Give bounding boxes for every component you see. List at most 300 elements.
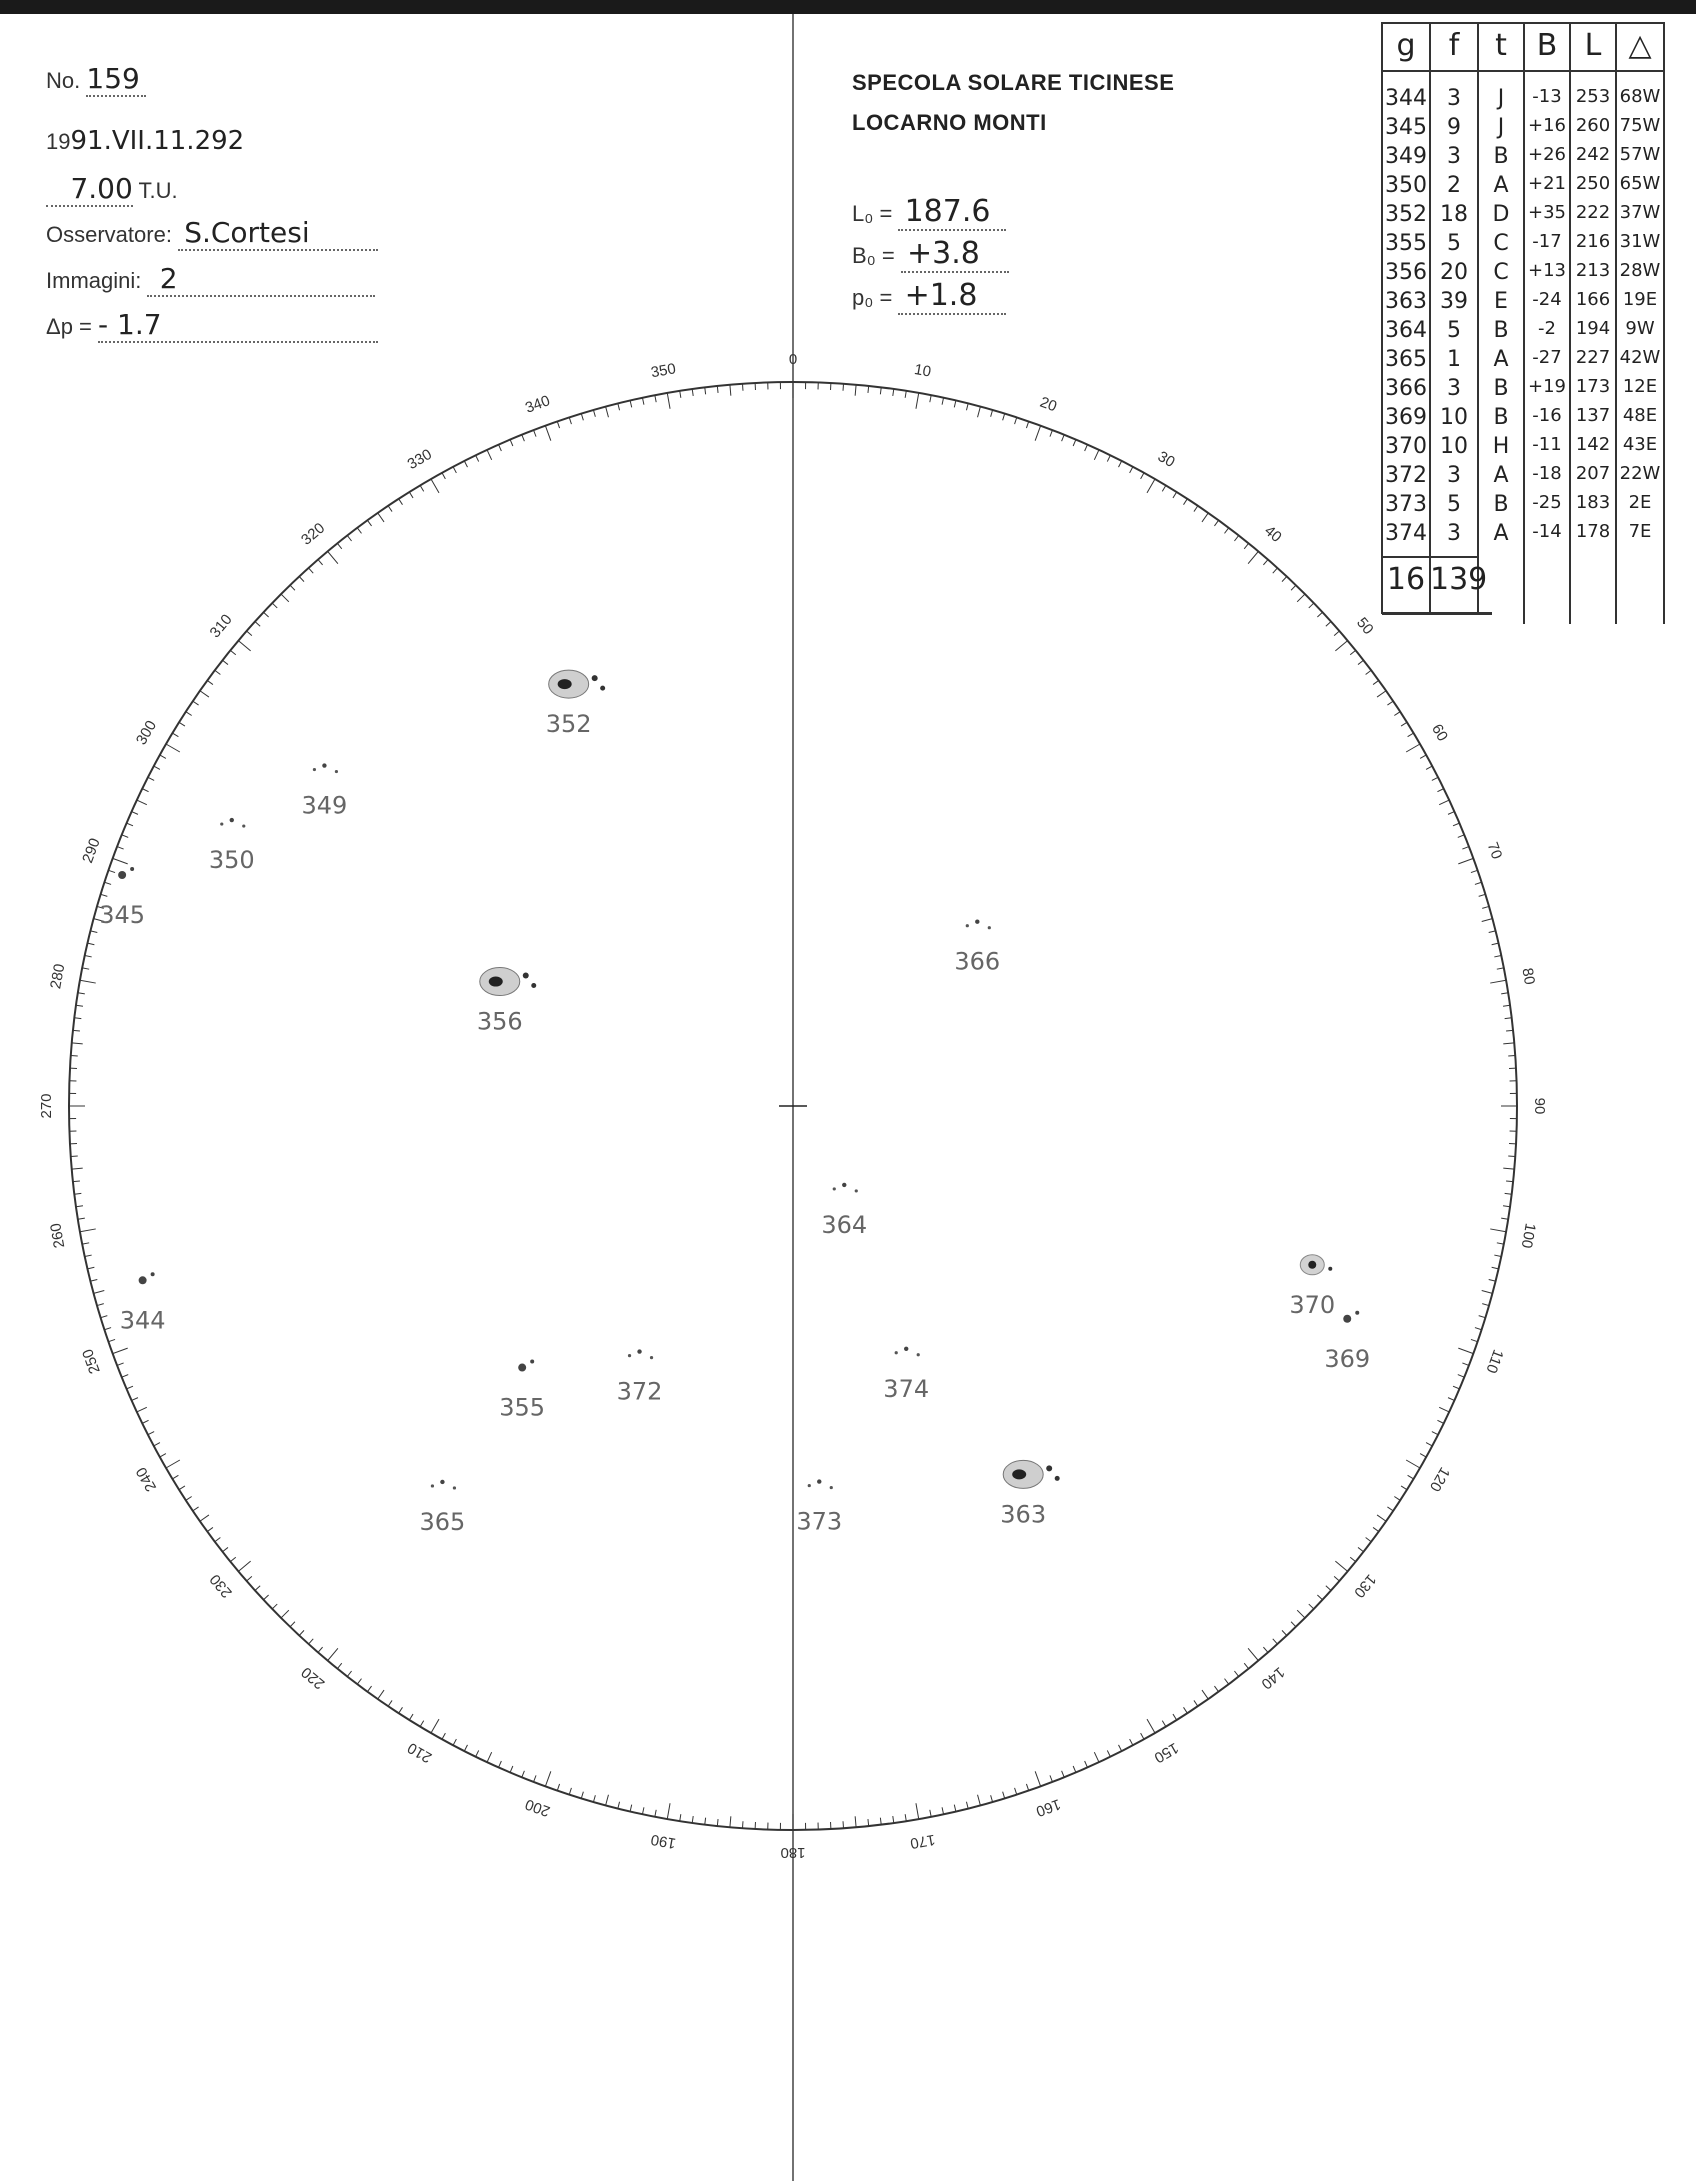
angle-label: 90 (1531, 1097, 1549, 1115)
limb-tick (1401, 722, 1407, 726)
table-cell: 213 (1575, 260, 1611, 281)
limb-tick (978, 1795, 981, 1806)
limb-tick (1479, 1316, 1486, 1318)
table-cell: 3 (1447, 86, 1461, 111)
limb-tick (476, 455, 479, 461)
limb-tick (1479, 894, 1486, 896)
limb-tick (247, 631, 252, 636)
limb-tick (420, 1721, 424, 1727)
limb-tick (1263, 560, 1268, 565)
limb-tick (172, 733, 178, 737)
angle-label: 270 (37, 1093, 55, 1119)
limb-tick (499, 445, 502, 451)
limb-tick (1291, 585, 1296, 590)
observer-label: Osservatore: (46, 222, 172, 247)
limb-tick (101, 894, 108, 896)
angle-label: 10 (912, 360, 933, 381)
table-row-line (1382, 70, 1664, 72)
angle-label: 50 (1353, 614, 1377, 638)
limb-tick (1420, 755, 1426, 758)
angle-label: 110 (1482, 1347, 1507, 1376)
limb-tick (117, 1363, 124, 1366)
sunspot-dot (637, 1349, 641, 1353)
limb-tick (137, 800, 147, 805)
table-cell: 222 (1575, 202, 1611, 223)
limb-tick (1492, 943, 1499, 945)
table-cell: 355 (1385, 231, 1427, 256)
limb-tick (281, 1610, 289, 1618)
table-cell: 39 (1440, 289, 1468, 314)
table-cell: 142 (1575, 434, 1611, 455)
limb-tick (263, 1595, 268, 1600)
table-cell: 250 (1575, 173, 1611, 194)
limb-tick (717, 1819, 718, 1826)
sunspot-dot (151, 1272, 155, 1276)
angle-label: 100 (1517, 1221, 1539, 1250)
limb-tick (534, 430, 537, 437)
limb-tick (1501, 993, 1508, 994)
limb-tick (328, 1648, 338, 1660)
limb-tick (642, 398, 643, 405)
table-cell: +26 (1528, 144, 1566, 165)
observer-name: S.Cortesi (184, 216, 310, 249)
limb-tick (1501, 1218, 1508, 1219)
limb-tick (1453, 823, 1459, 826)
limb-tick (1426, 766, 1432, 769)
limb-tick (1492, 1267, 1499, 1269)
limb-tick (193, 1507, 199, 1511)
limb-tick (1015, 1788, 1017, 1795)
limb-tick (618, 404, 620, 411)
table-header-cell: f (1448, 28, 1460, 63)
limb-tick (1094, 1752, 1099, 1762)
limb-tick (1035, 1771, 1040, 1786)
limb-tick (1062, 1771, 1065, 1777)
limb-tick (991, 1795, 993, 1802)
table-cell: 10 (1440, 405, 1468, 430)
limb-tick (1482, 919, 1493, 922)
limb-tick (78, 993, 85, 994)
observer-row (46, 216, 378, 251)
limb-tick (1050, 430, 1053, 437)
limb-tick (1334, 1576, 1339, 1581)
limb-tick (290, 585, 295, 590)
limb-tick (1282, 1630, 1287, 1635)
table-cell: 207 (1575, 463, 1611, 484)
sunspot-umbra (1012, 1469, 1026, 1479)
limb-tick (82, 1243, 89, 1244)
table-cell: B (1493, 405, 1509, 430)
angle-label: 70 (1483, 839, 1506, 862)
limb-tick (1073, 1766, 1076, 1772)
angle-label: 300 (132, 717, 161, 748)
angle-label: 170 (908, 1830, 937, 1852)
sunspot-dot (833, 1187, 836, 1190)
limb-tick (88, 1267, 95, 1269)
angle-label: 0 (788, 350, 798, 368)
sunspot-dot (130, 867, 134, 871)
limb-tick (222, 1547, 228, 1551)
limb-tick (101, 1316, 108, 1318)
limb-tick (337, 1663, 341, 1668)
limb-tick (1202, 1690, 1208, 1699)
limb-tick (581, 414, 583, 421)
limb-tick (1130, 467, 1133, 473)
angle-label: 130 (1350, 1570, 1380, 1601)
sunspot-dot (917, 1353, 920, 1356)
limb-tick (868, 386, 869, 393)
limb-tick (1297, 594, 1305, 602)
table-cell: B (1493, 492, 1509, 517)
limb-tick (1130, 1739, 1133, 1745)
limb-tick (1073, 440, 1076, 446)
b0-label: B₀ = (852, 243, 895, 268)
table-cell: 42W (1619, 347, 1661, 368)
limb-tick (309, 568, 314, 573)
p0-value: +1.8 (904, 278, 978, 313)
limb-tick (378, 513, 384, 522)
limb-tick (1107, 455, 1110, 461)
group-number-label: 356 (476, 1007, 523, 1036)
table-cell: 178 (1575, 521, 1611, 542)
totals-separator (1382, 556, 1478, 558)
table-cell: H (1492, 434, 1510, 459)
limb-tick (1401, 1486, 1407, 1490)
angle-label: 240 (132, 1464, 161, 1495)
angle-label: 200 (523, 1795, 553, 1820)
table-cell: 227 (1575, 347, 1611, 368)
limb-tick (1366, 670, 1372, 674)
angle-label: 290 (79, 836, 104, 866)
table-cell: A (1493, 347, 1509, 372)
sunspot-dot (1328, 1267, 1332, 1271)
table-cell: 5 (1447, 318, 1461, 343)
table-cell: 363 (1385, 289, 1427, 314)
limb-tick (328, 551, 338, 563)
table-cell: 22W (1619, 463, 1661, 484)
limb-tick (74, 1193, 81, 1194)
angle-label: 80 (1518, 966, 1539, 987)
limb-tick (1234, 535, 1238, 541)
limb-tick (76, 1206, 83, 1207)
limb-tick (1326, 622, 1331, 627)
limb-tick (464, 461, 467, 467)
group-number-label: 349 (301, 791, 348, 820)
table-cell: 372 (1385, 463, 1427, 488)
b0-row (852, 236, 1009, 273)
limb-tick (487, 1752, 492, 1762)
table-cell: 1 (1447, 347, 1461, 372)
limb-tick (1475, 882, 1482, 884)
table-total-cell: 139 (1430, 562, 1488, 597)
table-cell: 75W (1619, 115, 1661, 136)
limb-tick (104, 1328, 111, 1330)
angle-label: 280 (47, 962, 69, 991)
sunspot-dot (1343, 1315, 1351, 1323)
limb-tick (1309, 603, 1314, 608)
time-unit: T.U. (138, 178, 178, 203)
limb-tick (730, 1816, 731, 1827)
limb-tick (72, 1043, 83, 1044)
limb-tick (1147, 479, 1155, 493)
table-cell: J (1497, 86, 1505, 111)
limb-tick (290, 1622, 295, 1627)
angle-label: 40 (1261, 522, 1285, 546)
limb-tick (132, 1398, 138, 1401)
limb-tick (85, 1255, 92, 1256)
limb-tick (1248, 1648, 1258, 1660)
limb-tick (73, 1181, 80, 1182)
limb-tick (569, 1788, 571, 1795)
angle-label: 250 (79, 1346, 104, 1376)
limb-tick (1162, 1721, 1166, 1727)
table-cell: 5 (1447, 231, 1461, 256)
limb-tick (367, 1686, 371, 1692)
table-header-cell: △ (1628, 28, 1652, 63)
limb-tick (464, 1745, 467, 1751)
limb-tick (318, 1647, 323, 1652)
limb-tick (1448, 812, 1454, 815)
limb-tick (1184, 499, 1188, 505)
table-cell: 352 (1385, 202, 1427, 227)
limb-tick (1234, 1671, 1238, 1677)
group-number-label: 366 (954, 947, 1001, 976)
sunspot-dot (895, 1351, 898, 1354)
sunspot-dot (904, 1347, 908, 1351)
limb-tick (1408, 1475, 1414, 1479)
limb-tick (200, 691, 209, 697)
time-row (46, 172, 178, 207)
limb-tick (78, 1218, 85, 1219)
limb-tick (1408, 733, 1414, 737)
limb-tick (593, 1795, 595, 1802)
limb-tick (1489, 931, 1496, 933)
limb-tick (1214, 1686, 1218, 1692)
l0-value: 187.6 (904, 194, 991, 229)
sunspot-dot (230, 818, 234, 822)
sunspot-dot (139, 1276, 147, 1284)
limb-tick (692, 389, 693, 396)
limb-tick (1173, 492, 1177, 498)
table-cell: 57W (1619, 144, 1661, 165)
table-cell: C (1493, 231, 1509, 256)
group-number-label: 372 (616, 1377, 663, 1406)
limb-tick (1026, 421, 1028, 428)
sunspot-dot (431, 1484, 434, 1487)
table-cell: +16 (1528, 115, 1566, 136)
limb-tick (117, 847, 124, 850)
table-cell: 356 (1385, 260, 1427, 285)
group-number-label: 350 (208, 846, 255, 875)
table-cell: -11 (1532, 434, 1562, 455)
table-cell: 43E (1622, 434, 1658, 455)
angle-label: 310 (206, 611, 236, 642)
angle-label: 340 (523, 392, 553, 417)
limb-tick (1141, 473, 1144, 479)
limb-tick (499, 1761, 502, 1767)
limb-tick (1335, 641, 1347, 651)
limb-tick (1273, 1639, 1278, 1644)
table-cell: +13 (1528, 260, 1566, 281)
totals-bottom-line (1382, 612, 1492, 615)
number-label: No. (46, 68, 81, 93)
table-header-cell: B (1536, 28, 1558, 63)
sunspot-dot (988, 926, 991, 929)
limb-tick (255, 622, 260, 627)
angle-label: 160 (1033, 1795, 1063, 1820)
limb-tick (1309, 1604, 1314, 1609)
limb-tick (930, 1810, 931, 1817)
limb-tick (1482, 1291, 1493, 1294)
table-cell: 253 (1575, 86, 1611, 107)
table-cell: A (1493, 173, 1509, 198)
limb-tick (1406, 1460, 1420, 1468)
limb-tick (82, 968, 89, 969)
table-cell: 18 (1440, 202, 1468, 227)
limb-tick (1225, 1679, 1229, 1685)
limb-tick (1471, 870, 1478, 872)
limb-tick (618, 1802, 620, 1809)
limb-tick (1297, 1610, 1305, 1618)
sunspot-dot (1355, 1311, 1359, 1315)
institution-location: LOCARNO MONTI (852, 110, 1047, 135)
table-cell: 369 (1385, 405, 1427, 430)
table-cell: 19E (1622, 289, 1658, 310)
limb-tick (1458, 858, 1473, 863)
table-cell: -13 (1532, 86, 1562, 107)
table-cell: 65W (1619, 173, 1661, 194)
sunspot-dot (817, 1479, 821, 1483)
table-cell: -16 (1532, 405, 1562, 426)
limb-tick (606, 1795, 609, 1806)
limb-tick (1202, 513, 1208, 522)
limb-tick (142, 1420, 148, 1423)
limb-tick (893, 389, 894, 396)
limb-tick (172, 1475, 178, 1479)
limb-tick (1387, 701, 1393, 705)
limb-tick (72, 1168, 83, 1169)
limb-tick (487, 450, 492, 460)
observation-number-row (46, 62, 146, 97)
limb-tick (978, 407, 981, 418)
limb-tick (337, 543, 341, 548)
angle-label: 180 (780, 1844, 806, 1862)
limb-tick (299, 1630, 304, 1635)
limb-tick (1085, 1761, 1088, 1767)
table-total-cell: 16 (1386, 562, 1426, 597)
angle-label: 20 (1037, 393, 1060, 416)
limb-tick (1335, 1561, 1347, 1571)
limb-tick (655, 395, 656, 402)
images-count: 2 (159, 262, 178, 295)
observation-time: 7.00 (70, 172, 133, 205)
sunspot-dot (975, 919, 979, 923)
limb-tick (1194, 506, 1198, 512)
limb-tick (966, 404, 968, 411)
angle-label: 150 (1151, 1738, 1182, 1767)
limb-tick (545, 1771, 550, 1786)
limb-tick (80, 980, 96, 983)
limb-tick (1326, 1586, 1331, 1591)
limb-tick (1506, 1030, 1513, 1031)
limb-tick (113, 1348, 128, 1353)
table-cell: 20 (1440, 260, 1468, 285)
limb-tick (916, 393, 919, 409)
group-number-label: 374 (883, 1374, 930, 1403)
table-cell: 5 (1447, 492, 1461, 517)
limb-tick (855, 385, 856, 396)
limb-tick (108, 870, 115, 872)
table-cell: 68W (1619, 86, 1661, 107)
limb-tick (166, 1460, 180, 1468)
sunspot-dot (118, 871, 126, 879)
limb-tick (215, 670, 221, 674)
table-cell: 2 (1447, 173, 1461, 198)
limb-tick (222, 660, 228, 664)
limb-tick (1471, 1339, 1478, 1341)
limb-tick (705, 1818, 706, 1825)
limb-tick (154, 1443, 160, 1446)
limb-tick (476, 1750, 479, 1756)
limb-tick (127, 1386, 133, 1389)
limb-tick (534, 1775, 537, 1782)
limb-tick (522, 1771, 525, 1777)
limb-tick (166, 744, 180, 752)
angle-label: 330 (404, 445, 435, 474)
limb-tick (655, 1810, 656, 1817)
limb-tick (1350, 1557, 1355, 1561)
limb-tick (557, 1784, 559, 1791)
table-cell: 260 (1575, 115, 1611, 136)
table-cell: B (1493, 376, 1509, 401)
limb-tick (916, 1803, 919, 1819)
limb-tick (1432, 777, 1438, 780)
limb-tick (966, 1802, 968, 1809)
observation-date: 91.VII.11.292 (70, 126, 245, 156)
limb-tick (186, 1497, 192, 1501)
limb-tick (113, 858, 128, 863)
sunspot-dot (322, 763, 326, 767)
limb-tick (667, 393, 670, 409)
limb-tick (930, 395, 931, 402)
limb-tick (680, 391, 681, 398)
limb-tick (1003, 414, 1005, 421)
limb-tick (942, 398, 943, 405)
limb-tick (388, 506, 392, 512)
limb-tick (1420, 1454, 1426, 1457)
limb-tick (1394, 1497, 1400, 1501)
limb-tick (1317, 1595, 1322, 1600)
limb-tick (420, 485, 424, 491)
table-row-line (1382, 22, 1664, 24)
sunspot-dot (842, 1183, 846, 1187)
limb-tick (1377, 1515, 1386, 1521)
limb-tick (309, 1639, 314, 1644)
limb-tick (1462, 847, 1469, 850)
limb-tick (1244, 543, 1248, 548)
limb-tick (1503, 1043, 1514, 1044)
angle-label: 140 (1257, 1663, 1288, 1693)
limb-tick (347, 1671, 351, 1677)
table-cell: -17 (1532, 231, 1562, 252)
table-cell: 28W (1619, 260, 1661, 281)
sunspot-dot (650, 1356, 653, 1359)
limb-tick (1497, 1243, 1504, 1244)
limb-tick (1282, 576, 1287, 581)
limb-tick (1107, 1750, 1110, 1756)
limb-tick (142, 789, 148, 792)
limb-tick (399, 1707, 403, 1713)
